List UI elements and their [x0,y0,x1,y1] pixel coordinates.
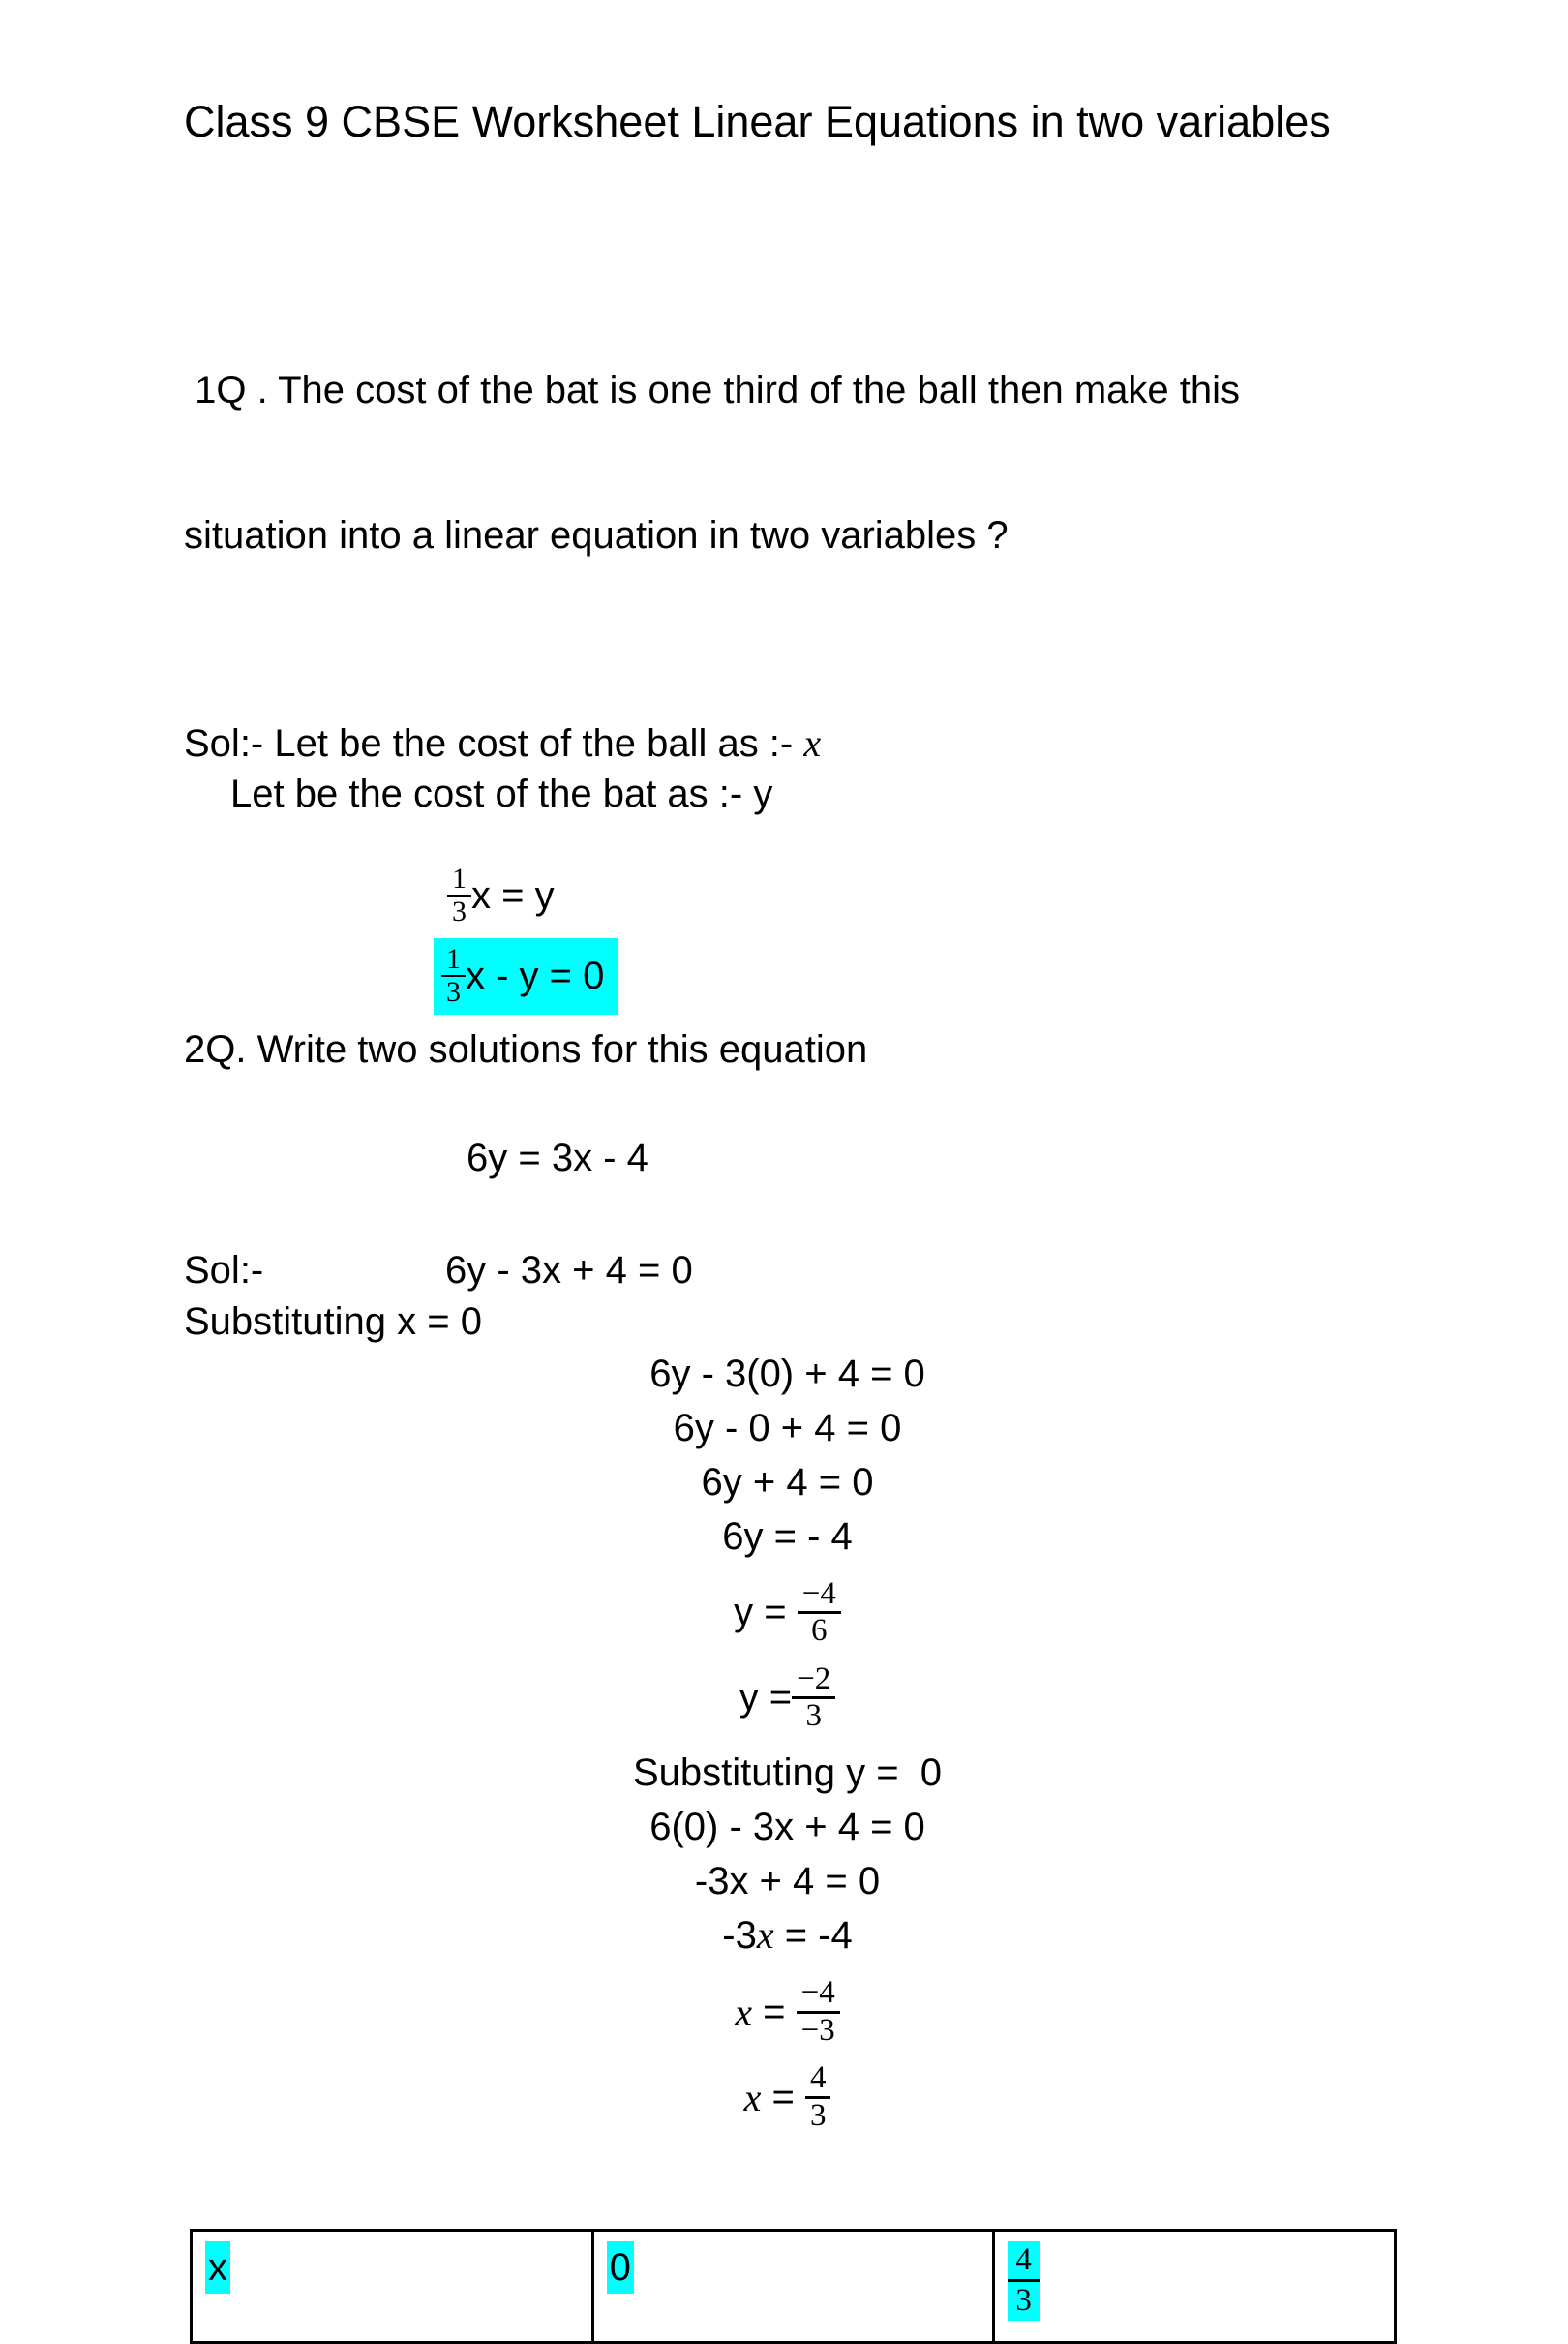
answer-table [190,2229,1397,2344]
fraction-one-third: $\frac{1}{3}$ [447,864,471,928]
q2-substitute-y-label: Substituting y = 0 [632,1751,943,1795]
solution-step: 6y - 3(0) + 4 = 0 [649,1352,925,1395]
highlighted-0: 0 [607,2241,634,2294]
x-result-step-1: x = $\frac{-4}{-3}$ [184,1976,1391,2048]
variable-x: x [743,2075,762,2119]
q1-equation-2-row [434,938,1423,1015]
x-result-step-2: x = $\frac{4}{3}$ [184,2061,1391,2133]
table-row [192,2230,1396,2342]
question-1-line-1: 1Q . The cost of the bat is one third of the ball then make this [184,369,1241,411]
solution-step-italic-x: -3x = -4 [722,1913,853,1958]
q2-sol-label: Sol:- [184,1248,264,1292]
q1-solution-line-2: Let be the cost of the bat as :- y [230,773,773,815]
question-1-line-2: situation into a linear equation in two variables ? [184,514,1009,557]
fraction-minus4-over-minus3: $\frac{-4}{-3}$ [797,1976,840,2048]
fraction-minus2-over-3: $\frac{-2}{3}$ [792,1662,835,1734]
highlighted-fraction-4-over-3: $\frac{4}{3}$ [1008,2241,1040,2321]
q1-equation-1 [447,864,1423,928]
q2-solution-steps [184,1347,1391,2134]
q2-given-equation: 6y = 3x - 4 [467,1136,648,1179]
q2-solution-line-1 [184,1244,1423,1296]
q2-sol-equation: 6y - 3x + 4 = 0 [445,1248,693,1292]
q1-sol-prefix: Sol:- Let be the cost of the ball as :- [184,722,804,765]
solution-step: 6y - 0 + 4 = 0 [673,1406,902,1449]
q1-solution-line-1 [184,718,1423,769]
table-cell-0 [592,2230,994,2342]
y-result-step-1: y = $\frac{-4}{6}$ [184,1577,1391,1649]
q2-substitute-x-label: Substituting x = 0 [184,1299,482,1343]
table-cell-four-thirds [994,2230,1396,2342]
q1-equation-2-highlighted [434,938,618,1015]
fraction-4-over-3: $\frac{4}{3}$ [805,2061,831,2133]
variable-x: x [735,1990,753,2034]
q1-equation-2-rest: x - y = 0 [466,954,605,997]
solution-step: -3x + 4 = 0 [694,1860,881,1903]
y-result-step-2: y = $\frac{-2}{3}$ [184,1662,1391,1734]
table-cell-x [192,2230,593,2342]
q1-equation-1-rest: x = y [471,873,555,917]
solution-step: 6y = - 4 [722,1514,853,1558]
fraction-minus4-over-6: $\frac{-4}{6}$ [798,1577,841,1649]
fraction-one-third: $\frac{1}{3}$ [441,944,466,1009]
solution-step: 6y + 4 = 0 [701,1460,874,1504]
question-2: 2Q. Write two solutions for this equation [184,1027,868,1071]
variable-x: x [756,1913,774,1958]
q1-sol-variable-x: x [803,721,822,765]
highlighted-x: x [205,2241,230,2294]
page-title: Class 9 CBSE Worksheet Linear Equations in two variables [184,97,1331,146]
question-1 [184,269,1423,656]
solution-step: 6(0) - 3x + 4 = 0 [649,1806,925,1849]
